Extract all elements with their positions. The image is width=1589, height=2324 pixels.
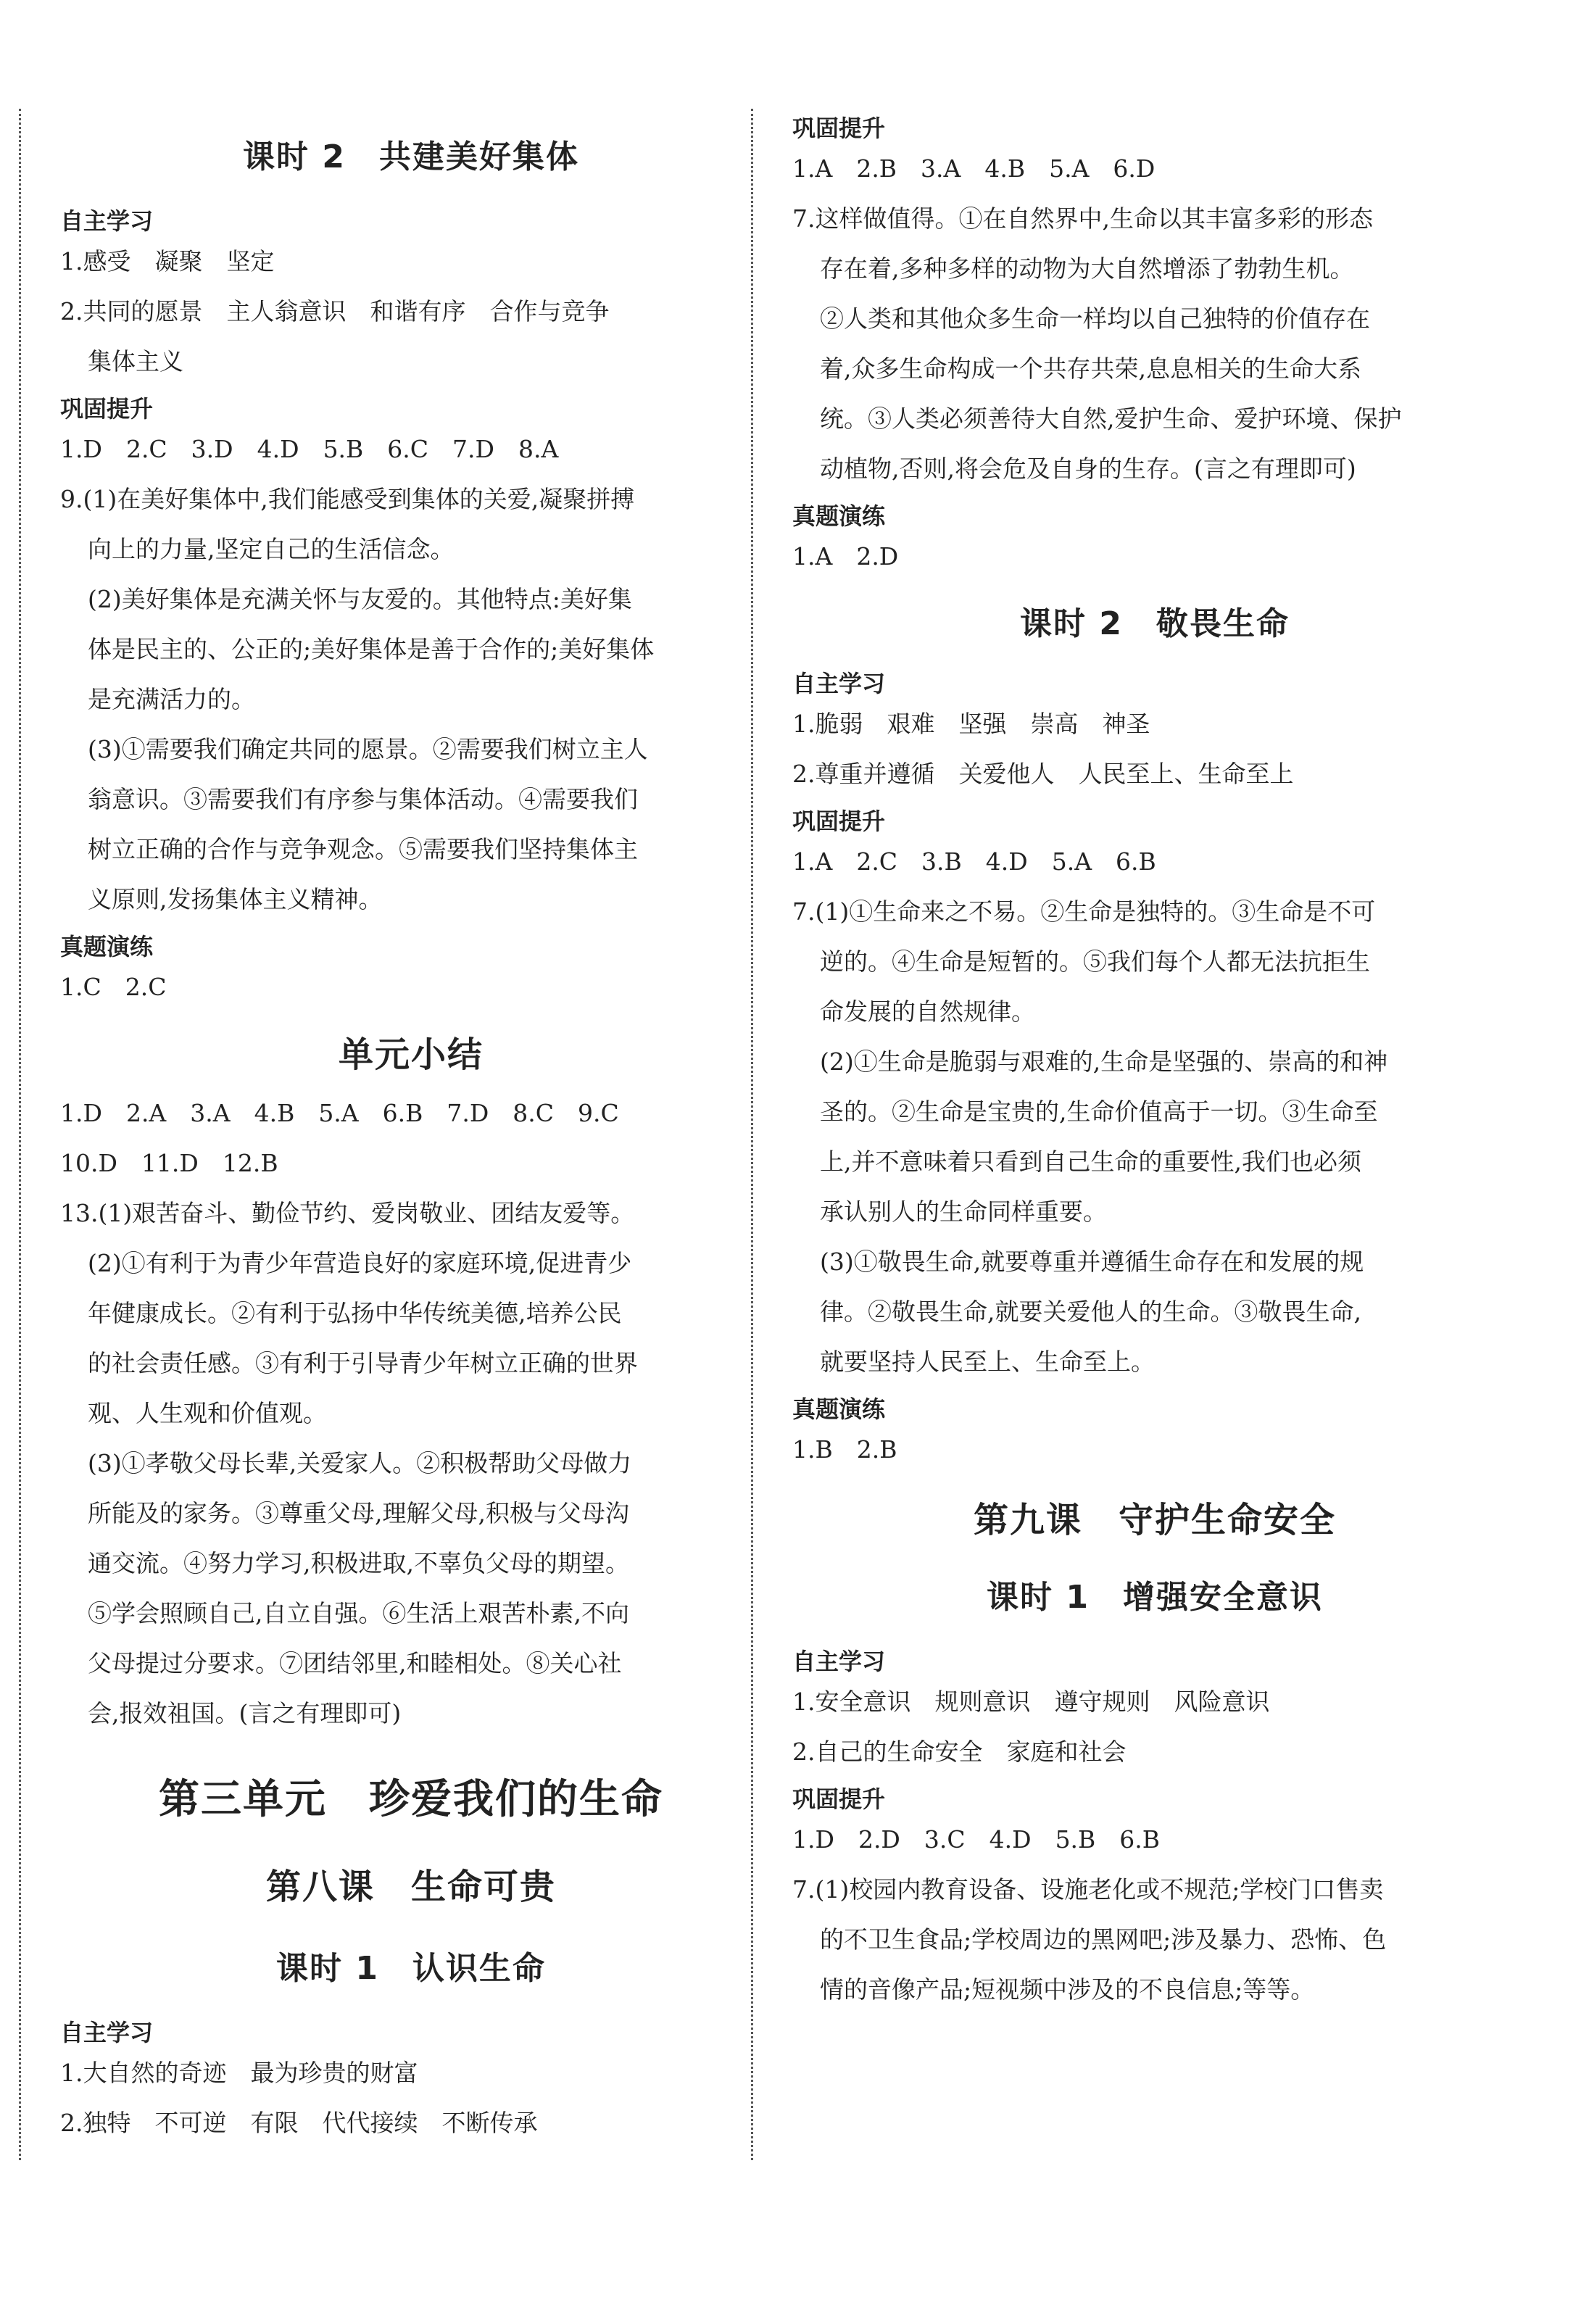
- answer-line: 2.自己的生命安全 家庭和社会: [792, 1738, 1127, 1766]
- answer-line: 的不卫生食品;学校周边的黑网吧;涉及暴力、恐怖、色: [820, 1925, 1387, 1954]
- answer-line: 1.感受 凝聚 坚定: [60, 247, 275, 275]
- answer-line: 父母提过分要求。⑦团结邻里,和睦相处。⑧关心社: [88, 1649, 622, 1677]
- answer-line: ⑤学会照顾自己,自立自强。⑥生活上艰苦朴素,不向: [88, 1599, 629, 1627]
- section-heading: 巩固提升: [792, 808, 886, 835]
- answer-line: 所能及的家务。③尊重父母,理解父母,积极与父母沟: [88, 1499, 629, 1527]
- answer-line: 通交流。④努力学习,积极进取,不辜负父母的期望。: [88, 1549, 629, 1577]
- lesson-title: 课时 1 增强安全意识: [987, 1579, 1323, 1616]
- answer-line: (3)①孝敬父母长辈,关爱家人。②积极帮助父母做力: [88, 1449, 632, 1477]
- section-heading: 真题演练: [792, 502, 886, 530]
- answer-line: 1.脆弱 艰难 坚强 崇高 神圣: [792, 710, 1150, 738]
- answer-line: 会,报效祖国。(言之有理即可): [88, 1699, 402, 1727]
- answer-line: (2)①有利于为青少年营造良好的家庭环境,促进青少: [88, 1249, 632, 1277]
- answer-line: 观、人生观和价值观。: [88, 1399, 327, 1427]
- answer-line: ②人类和其他众多生命一样均以自己独特的价值存在: [820, 304, 1370, 333]
- answer-line: 1.D 2.D 3.C 4.D 5.B 6.B: [792, 1825, 1161, 1854]
- answer-line: 就要坚持人民至上、生命至上。: [820, 1348, 1155, 1376]
- answer-line: 命发展的自然规律。: [820, 997, 1035, 1026]
- lesson-title: 课时 1 认识生命: [276, 1950, 546, 1987]
- section-heading: 巩固提升: [60, 395, 154, 423]
- answer-line: 1.大自然的奇迹 最为珍贵的财富: [60, 2059, 418, 2087]
- lesson-title: 第八课 生命可贵: [265, 1867, 556, 1907]
- answer-line: (2)美好集体是充满关怀与友爱的。其他特点:美好集: [88, 585, 632, 613]
- section-heading: 自主学习: [792, 670, 886, 697]
- answer-line: 1.D 2.C 3.D 4.D 5.B 6.C 7.D 8.A: [60, 435, 559, 463]
- lesson-title: 课时 2 敬畏生命: [1020, 605, 1290, 642]
- section-heading: 自主学习: [792, 1648, 886, 1675]
- answer-line: 1.安全意识 规则意识 遵守规则 风险意识: [792, 1688, 1270, 1716]
- unit-title: 第三单元 珍爱我们的生命: [159, 1776, 663, 1823]
- answer-line: 1.A 2.B 3.A 4.B 5.A 6.D: [792, 154, 1156, 183]
- section-heading: 自主学习: [60, 2019, 154, 2046]
- section-title: 单元小结: [338, 1034, 484, 1075]
- answer-line: 着,众多生命构成一个共存共荣,息息相关的生命大系: [820, 354, 1361, 383]
- answer-line: 逆的。④生命是短暂的。⑤我们每个人都无法抗拒生: [820, 947, 1370, 976]
- answer-line: 体是民主的、公正的;美好集体是善于合作的;美好集体: [88, 635, 655, 663]
- answer-line: 年健康成长。②有利于弘扬中华传统美德,培养公民: [88, 1299, 622, 1327]
- answer-line: 义原则,发扬集体主义精神。: [88, 885, 383, 913]
- answer-line: 向上的力量,坚定自己的生活信念。: [88, 535, 455, 563]
- answer-line: 1.A 2.D: [792, 542, 899, 570]
- answer-line: 树立正确的合作与竞争观念。⑤需要我们坚持集体主: [88, 835, 638, 863]
- section-heading: 自主学习: [60, 207, 154, 235]
- lesson-title: 课时 2 共建美好集体: [243, 138, 579, 175]
- answer-line: 律。②敬畏生命,就要关爱他人的生命。③敬畏生命,: [820, 1298, 1361, 1326]
- section-heading: 真题演练: [792, 1395, 886, 1423]
- answer-line: 1.B 2.B: [792, 1435, 897, 1464]
- section-heading: 巩固提升: [792, 115, 886, 142]
- answer-line: (2)①生命是脆弱与艰难的,生命是坚强的、崇高的和神: [820, 1047, 1388, 1076]
- answer-line: 7.(1)①生命来之不易。②生命是独特的。③生命是不可: [792, 897, 1376, 926]
- right-column: [751, 109, 1517, 2160]
- answer-line: 1.D 2.A 3.A 4.B 5.A 6.B 7.D 8.C 9.C: [60, 1099, 619, 1127]
- answer-line: 是充满活力的。: [88, 685, 255, 713]
- answer-line: 的社会责任感。③有利于引导青少年树立正确的世界: [88, 1349, 638, 1377]
- answer-line: 10.D 11.D 12.B: [60, 1149, 278, 1177]
- answer-line: 2.共同的愿景 主人翁意识 和谐有序 合作与竞争: [60, 297, 610, 325]
- answer-line: 7.(1)校园内教育设备、设施老化或不规范;学校门口售卖: [792, 1875, 1384, 1904]
- answer-line: 翁意识。③需要我们有序参与集体活动。④需要我们: [88, 785, 638, 813]
- answer-line: 7.这样做值得。①在自然界中,生命以其丰富多彩的形态: [792, 204, 1373, 233]
- answer-line: 1.A 2.C 3.B 4.D 5.A 6.B: [792, 847, 1156, 876]
- answer-line: 情的音像产品;短视频中涉及的不良信息;等等。: [820, 1975, 1315, 2004]
- answer-line: 统。③人类必须善待大自然,爱护生命、爱护环境、保护: [820, 404, 1402, 433]
- answer-line: 集体主义: [88, 347, 183, 375]
- answer-line: 2.独特 不可逆 有限 代代接续 不断传承: [60, 2109, 538, 2137]
- answer-line: 承认别人的生命同样重要。: [820, 1198, 1107, 1226]
- answer-line: 1.C 2.C: [60, 973, 167, 1001]
- answer-line: 13.(1)艰苦奋斗、勤俭节约、爱岗敬业、团结友爱等。: [60, 1199, 635, 1227]
- answer-line: 9.(1)在美好集体中,我们能感受到集体的关爱,凝聚拼搏: [60, 485, 635, 513]
- answer-line: 动植物,否则,将会危及自身的生存。(言之有理即可): [820, 455, 1356, 483]
- lesson-title: 第九课 守护生命安全: [973, 1500, 1336, 1540]
- section-heading: 巩固提升: [792, 1785, 886, 1813]
- answer-line: 圣的。②生命是宝贵的,生命价值高于一切。③生命至: [820, 1097, 1378, 1126]
- answer-line: 上,并不意味着只看到自己生命的重要性,我们也必须: [820, 1148, 1361, 1176]
- answer-line: 2.尊重并遵循 关爱他人 人民至上、生命至上: [792, 760, 1294, 788]
- answer-line: (3)①需要我们确定共同的愿景。②需要我们树立主人: [88, 735, 648, 763]
- section-heading: 真题演练: [60, 933, 154, 960]
- answer-line: (3)①敬畏生命,就要尊重并遵循生命存在和发展的规: [820, 1248, 1364, 1276]
- answer-line: 存在着,多种多样的动物为大自然增添了勃勃生机。: [820, 254, 1354, 283]
- left-column: [19, 109, 762, 2160]
